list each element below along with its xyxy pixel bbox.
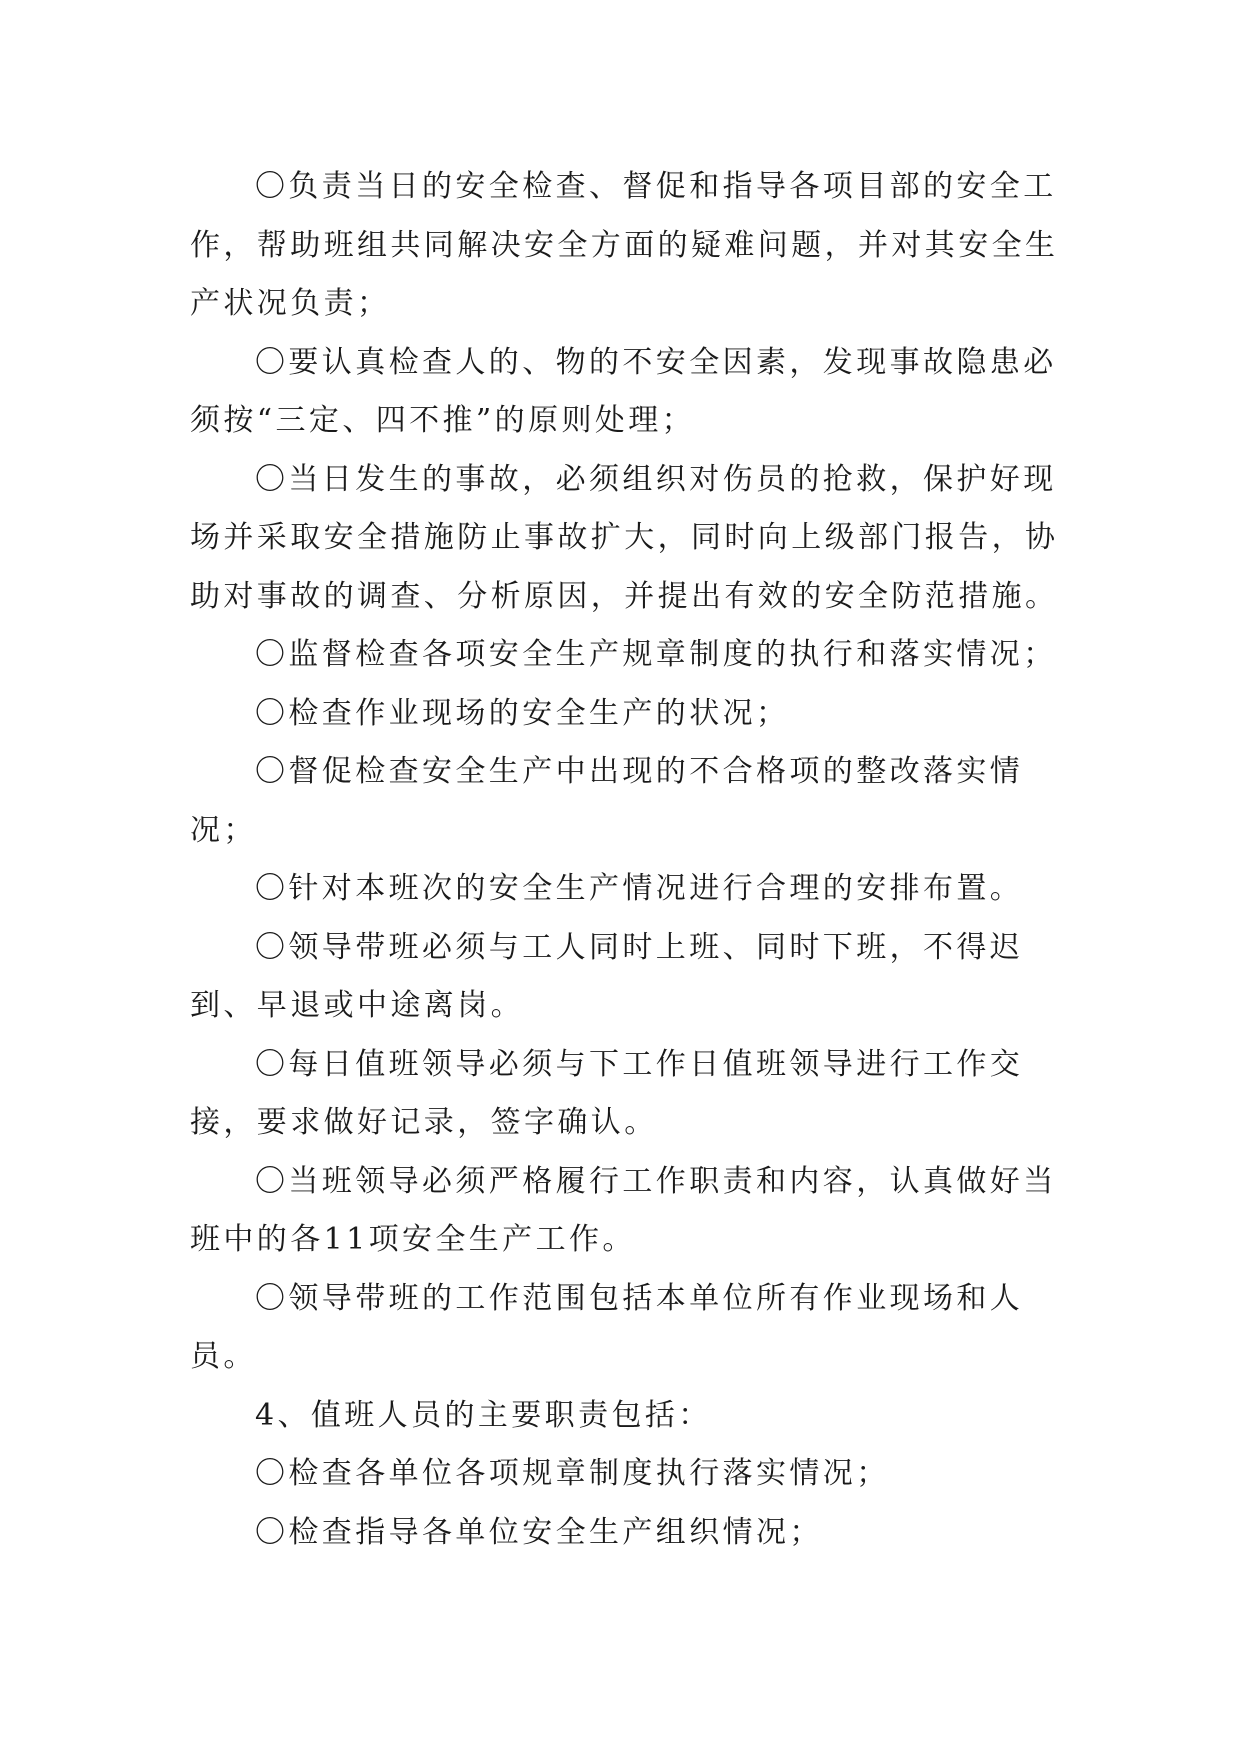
paragraph: 〇检查各单位各项规章制度执行落实情况； — [255, 1456, 890, 1491]
section-heading: 4、值班人员的主要职责包括： — [255, 1397, 712, 1433]
paragraph: 〇每日值班领导必须与下工作日值班领导进行工作交接，要求做好记录，签字确认。 — [190, 1046, 1024, 1140]
paragraph: 〇监督检查各项安全生产规章制度的执行和落实情况； — [255, 637, 1057, 672]
paragraph: 〇针对本班次的安全生产情况进行合理的安排布置。 — [255, 871, 1024, 906]
paragraph: 〇要认真检查人的、物的不安全因素，发现事故隐患必须按“三定、四不推”的原则处理； — [190, 344, 1057, 438]
paragraph: 〇检查指导各单位安全生产组织情况； — [255, 1514, 823, 1550]
paragraph: 〇当班领导必须严格履行工作职责和内容，认真做好当班中的各11项安全生产工作。 — [190, 1163, 1057, 1257]
paragraph: 〇督促检查安全生产中出现的不合格项的整改落实情况； — [190, 754, 1024, 848]
paragraph: 〇领导带班必须与工人同时上班、同时下班，不得迟到、早退或中途离岗。 — [190, 929, 1024, 1023]
paragraph: 〇负责当日的安全检查、督促和指导各项目部的安全工作，帮助班组共同解决安全方面的疑难问题，并对其安全生产状况负责； — [190, 169, 1059, 321]
document-body — [190, 158, 1070, 1562]
paragraph: 〇领导带班的工作范围包括本单位所有作业现场和人员。 — [190, 1280, 1024, 1374]
paragraph: 〇当日发生的事故，必须组织对伤员的抢救，保护好现场并采取安全措施防止事故扩大，同时向上级部门报告，协助对事故的调查、分析原因，并提出有效的安全防范措施。 — [190, 461, 1059, 614]
paragraph: 〇检查作业现场的安全生产的状况； — [255, 695, 790, 731]
